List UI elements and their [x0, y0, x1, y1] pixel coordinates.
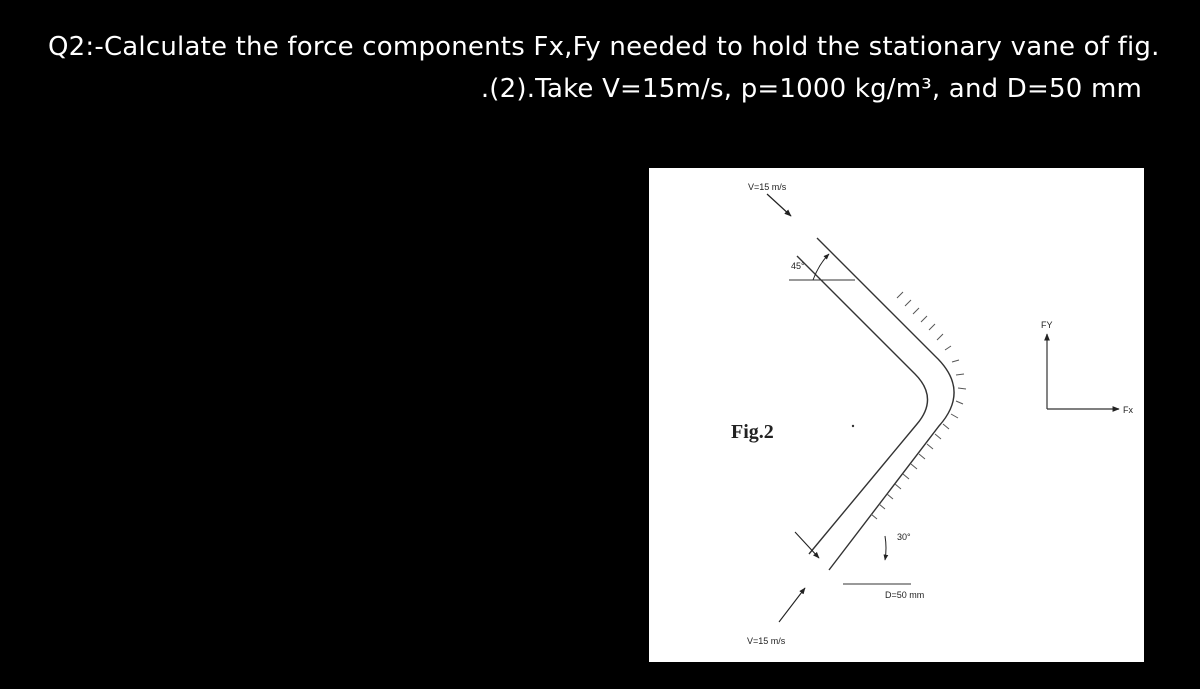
question-line-1: Q2:-Calculate the force components Fx,Fy needed to hold the stationary vane of fig.	[48, 32, 1160, 62]
outlet-velocity-label: V=15 m/s	[747, 636, 786, 646]
inlet-angle-arc	[813, 254, 829, 280]
figure-caption: Fig.2	[731, 421, 774, 443]
inlet-angle-label: 45°	[791, 261, 805, 271]
diameter-arrow-bottom	[779, 588, 805, 622]
fx-label: Fx	[1123, 405, 1133, 415]
outlet-angle-arc	[885, 536, 886, 560]
vane-figure	[649, 168, 1144, 662]
inlet-velocity-arrow	[767, 194, 791, 216]
diameter-label: D=50 mm	[885, 590, 925, 600]
inlet-velocity-label: V=15 m/s	[748, 182, 787, 192]
stray-dot	[852, 425, 854, 427]
diameter-arrow-top	[795, 532, 819, 558]
vane-inner-edge	[797, 256, 928, 554]
fy-label: FY	[1041, 320, 1053, 330]
vane-diagram	[649, 168, 1144, 662]
question-line-2: .(2).Take V=15m/s, p=1000 kg/m³, and D=50 mm	[480, 74, 1142, 104]
outlet-angle-label: 30°	[897, 532, 911, 542]
